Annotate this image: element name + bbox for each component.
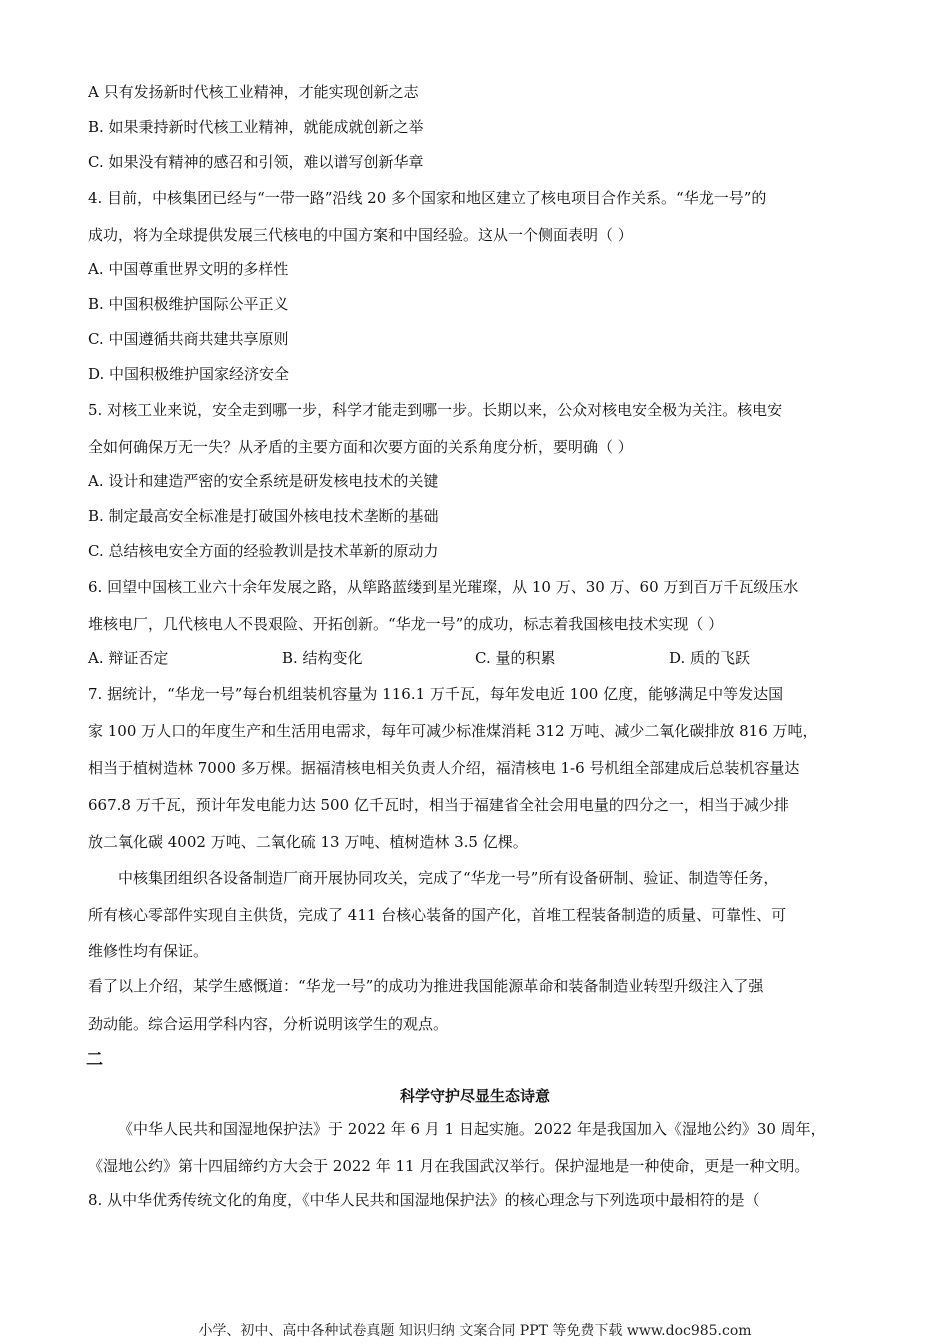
q4-stem-line-1: 4. 目前，中核集团已经与“一带一路”沿线 20 多个国家和地区建立了核电项目合作关系。“华龙一号”的 (88, 189, 767, 207)
section2-intro-line-2: 《湿地公约》第十四届缔约方大会于 2022 年 11 月在我国武汉举行。保护湿地是一种使命，更是一种文明。 (88, 1157, 810, 1175)
q6-option-d: D. 质的飞跃 (669, 649, 751, 667)
q6-options-row (88, 648, 863, 668)
q5-option-a: A. 设计和建造严密的安全系统是研发核电技术的关键 (88, 472, 439, 490)
q4-option-a: A. 中国尊重世界文明的多样性 (88, 260, 289, 278)
q6-option-a: A. 辩证否定 (88, 649, 169, 667)
q6-option-c: C. 量的积累 (475, 649, 556, 667)
q4-option-c: C. 中国遵循共商共建共享原则 (88, 330, 289, 348)
q3-option-b: B. 如果秉持新时代核工业精神，就能成就创新之举 (88, 118, 424, 136)
q7-task-line-1: 看了以上介绍，某学生感慨道：“华龙一号”的成功为推进我国能源革命和装备制造业转型升级注入了强 (88, 977, 764, 995)
q7-para1-line-1: 7. 据统计，“华龙一号”每台机组装机容量为 116.1 万千瓦，每年发电近 100 亿度，能够满足中等发达国 (88, 685, 784, 703)
q5-option-c: C. 总结核电安全方面的经验教训是技术革新的原动力 (88, 542, 439, 560)
q7-task-line-2: 劲动能。综合运用学科内容，分析说明该学生的观点。 (88, 1015, 449, 1033)
q7-para2-line-1: 中核集团组织各设备制造厂商开展协同攻关，完成了“华龙一号”所有设备研制、验证、制造等任务， (118, 869, 779, 887)
q7-para1-line-2: 家 100 万人口的年度生产和生活用电需求，每年可减少标准煤消耗 312 万吨、减少二氧化碳排放 816 万吨， (88, 722, 818, 740)
q3-option-a: A 只有发扬新时代核工业精神，才能实现创新之志 (88, 83, 419, 101)
page-footer: 小学、初中、高中各种试卷真题 知识归纳 文案合同 PPT 等免费下载 www.doc985.com (198, 1323, 752, 1339)
q7-para1-line-4: 667.8 万千瓦，预计年发电能力达 500 亿千瓦时，相当于福建省全社会用电量的四分之一，相当于减少排 (88, 796, 789, 814)
q7-para2-line-2: 所有核心零部件实现自主供货，完成了 411 台核心装备的国产化，首堆工程装备制造的质量、可靠性、可 (88, 906, 787, 924)
q5-stem-line-2: 全如何确保万无一失？从矛盾的主要方面和次要方面的关系角度分析，要明确（ ） (88, 438, 633, 456)
q4-stem-line-2: 成功，将为全球提供发展三代核电的中国方案和中国经验。这从一个侧面表明（ ） (88, 226, 633, 244)
q7-para2-line-3: 维修性均有保证。 (88, 942, 209, 960)
q4-option-d: D. 中国积极维护国家经济安全 (88, 365, 290, 383)
q5-option-b: B. 制定最高安全标准是打破国外核电技术垄断的基础 (88, 507, 439, 525)
q8-stem: 8. 从中华优秀传统文化的角度，《中华人民共和国湿地保护法》的核心理念与下列选项中最相符的是（ (88, 1191, 760, 1209)
q6-stem-line-1: 6. 回望中国核工业六十余年发展之路，从筚路蓝缕到星光璀璨，从 10 万、30 万、60 万到百万千瓦级压水 (88, 578, 799, 596)
q4-option-b: B. 中国积极维护国际公平正义 (88, 295, 289, 313)
section2-intro-line-1: 《中华人民共和国湿地保护法》于 2022 年 6 月 1 日起实施。2022 年是我国加入《湿地公约》30 周年， (118, 1120, 826, 1138)
section-number: 二 (86, 1050, 103, 1070)
section-title: 科学守护尽显生态诗意 (399, 1087, 550, 1105)
q7-para1-line-5: 放二氧化碳 4002 万吨、二氧化硫 13 万吨、植树造林 3.5 亿棵。 (88, 833, 528, 851)
q6-option-b: B. 结构变化 (282, 649, 363, 667)
q6-stem-line-2: 堆核电厂，几代核电人不畏艰险、开拓创新。“华龙一号”的成功，标志着我国核电技术实现（ ） (88, 615, 724, 633)
q3-option-c: C. 如果没有精神的感召和引领，难以谱写创新华章 (88, 153, 424, 171)
q5-stem-line-1: 5. 对核工业来说，安全走到哪一步，科学才能走到哪一步。长期以来，公众对核电安全极为关注。核电安 (88, 401, 783, 419)
q7-para1-line-3: 相当于植树造林 7000 多万棵。据福清核电相关负责人介绍，福清核电 1-6 号机组全部建成后总装机容量达 (88, 759, 800, 777)
